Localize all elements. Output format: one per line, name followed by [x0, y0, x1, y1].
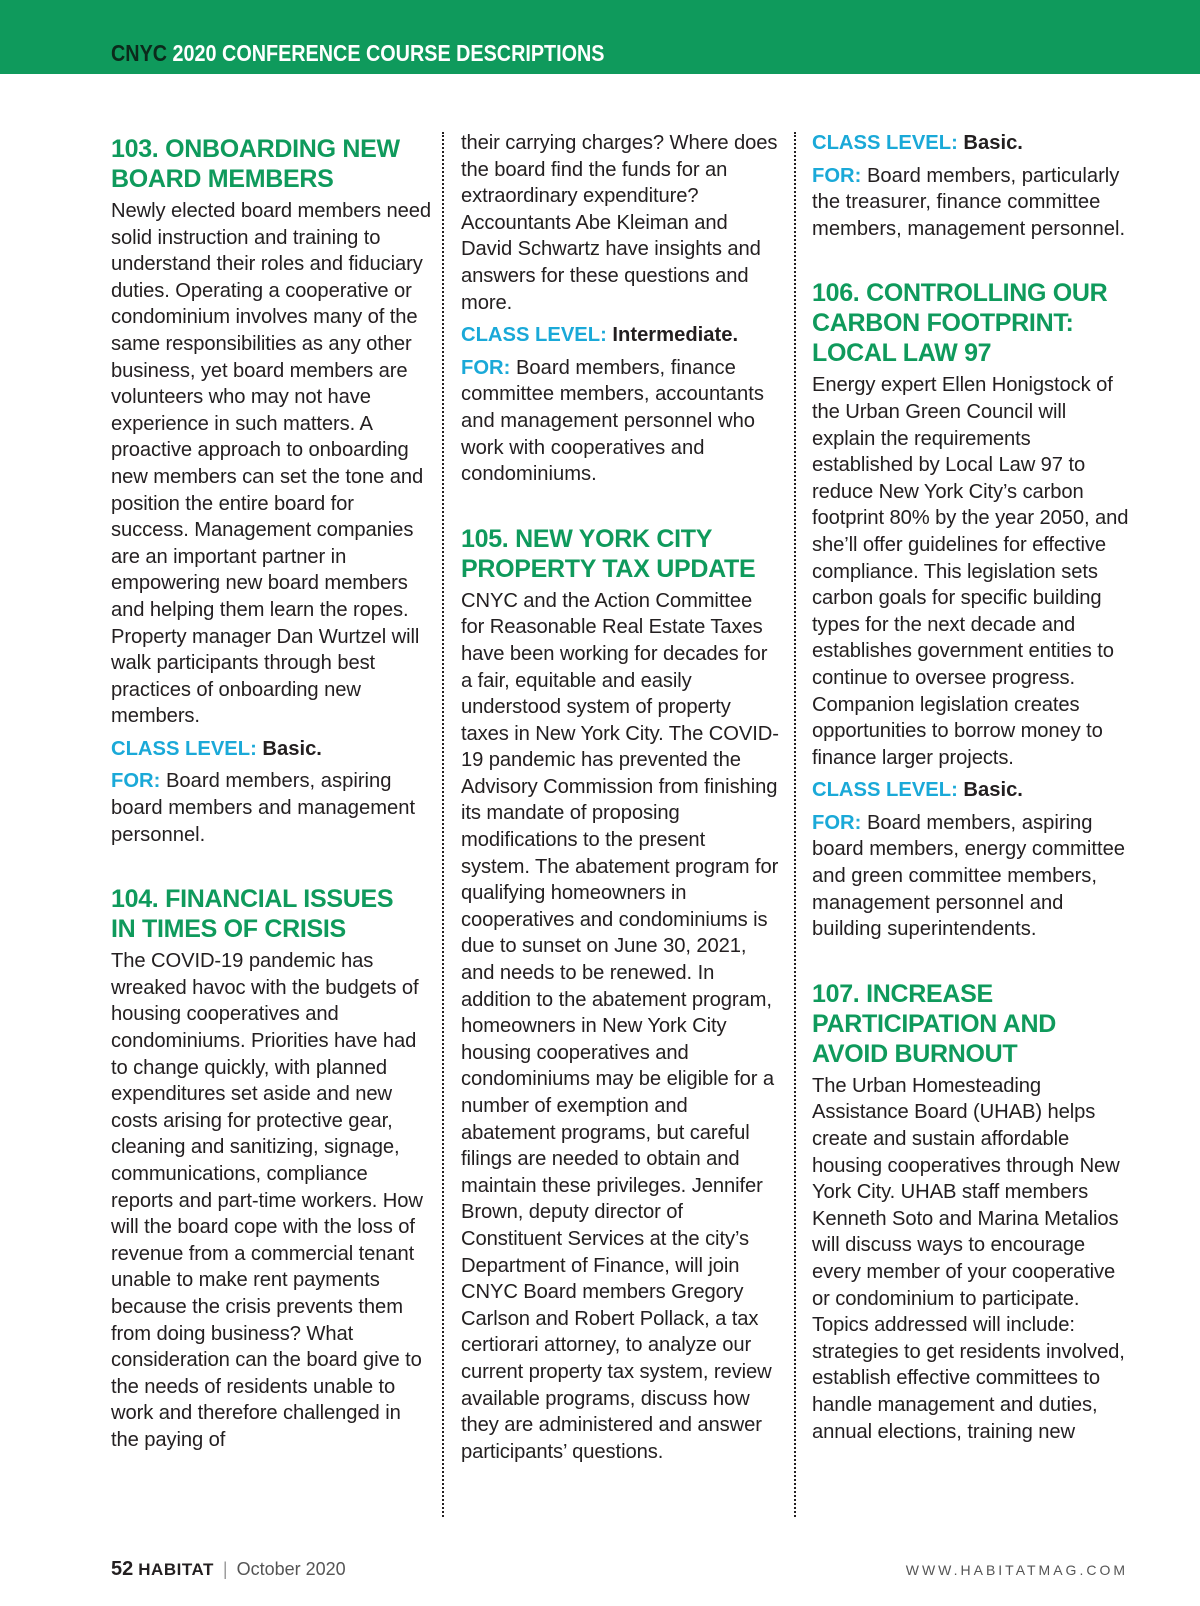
course-104-heading-line2: IN TIMES OF CRISIS — [111, 915, 346, 944]
course-107 — [812, 979, 1130, 1445]
header-banner — [0, 0, 1200, 74]
magazine-name: HABITAT — [138, 1560, 214, 1579]
for-value: Board members, aspiring board members, energy committee and green committee members, management personnel and building superintendents. — [812, 811, 1126, 941]
course-107-heading-line3: AVOID BURNOUT — [812, 1039, 1018, 1068]
for-label: FOR: — [111, 770, 161, 793]
class-level-label: CLASS LEVEL: — [111, 737, 257, 760]
footer-separator: | — [222, 1559, 228, 1579]
course-104 — [111, 884, 431, 1453]
course-104-class-level — [461, 322, 779, 349]
for-label: FOR: — [812, 811, 862, 834]
course-107-body: The Urban Homesteading Assistance Board (UHAB) helps create and sustain affordable housing cooperatives through New York City. UHAB staff members Kenneth Soto and Marina Metalios will discuss ways to encourage every member of your cooperative or condominium to participate. Topics addressed will include: strategies to get residents involved, establish effective committees to handle management and duties, annual elections, training new — [812, 1074, 1125, 1443]
for-value: Board members, aspiring board members and management personnel. — [111, 770, 416, 846]
course-104-continued — [461, 130, 779, 488]
for-label: FOR: — [461, 356, 511, 379]
course-103-heading-line2: BOARD MEMBERS — [111, 165, 334, 193]
course-103-heading-line1: 103. ONBOARDING NEW — [111, 135, 400, 163]
class-level-value: Basic. — [963, 779, 1023, 802]
website-url: WWW.HABITATMAG.COM — [905, 1562, 1128, 1578]
class-level-label: CLASS LEVEL: — [812, 779, 958, 802]
course-105-audience — [812, 163, 1130, 243]
for-label: FOR: — [812, 164, 862, 187]
for-value: Board members, particularly the treasurer, finance committee members, management personnel. — [812, 164, 1126, 240]
course-105-heading-line2: PROPERTY TAX UPDATE — [461, 554, 756, 583]
class-level-label: CLASS LEVEL: — [812, 132, 958, 154]
column-3 — [812, 130, 1130, 1445]
page-number: 52 — [111, 1558, 134, 1580]
column-1 — [111, 134, 431, 1454]
course-103-body: Newly elected board members need solid instruction and training to understand their roles and fiduciary duties. Operating a cooperative or condominium involves many of the same responsibilities as any other business, yet board members are volunteers who may not have experience in such matters. A proactive approach to onboarding new members can set the tone and position the entire board for success. Management companies are an important partner in empowering new board members and helping them learn the ropes. Property manager Dan Wurtzel will walk participants through best practices of onboarding new members. — [111, 200, 431, 728]
course-107-heading-line2: PARTICIPATION AND — [812, 1009, 1056, 1038]
section-title — [111, 40, 605, 67]
course-106-body: Energy expert Ellen Honigstock of the Urban Green Council will explain the requirements established by Local Law 97 to reduce New York City’s carbon footprint 80% by the year 2050, and she’ll offer guidelines for effective compliance. This legislation sets carbon goals for specific building types for the next decade and establishes government entities to continue to oversee progress. Companion legislation creates opportunities to borrow money to finance larger projects. — [812, 374, 1129, 769]
course-105 — [461, 524, 779, 1466]
course-104-audience — [461, 355, 779, 488]
course-103-class-level — [111, 736, 431, 763]
class-level-label: CLASS LEVEL: — [461, 324, 607, 347]
course-103-audience — [111, 768, 431, 848]
class-level-value: Basic. — [262, 737, 322, 760]
course-105-body: CNYC and the Action Committee for Reasonable Real Estate Taxes have been working for decades for a fair, equitable and easily understood system of property taxes in New York City. The COVID-19 pandemic has prevented the Advisory Commission from finishing its mandate of proposing modifications to the present system. The abatement program for qualifying homeowners in cooperatives and condominiums is due to sunset on June 30, 2021, and needs to be renewed. In addition to the abatement program, homeowners in New York City housing cooperatives and condominiums may be eligible for a number of exemption and abatement programs, but careful filings are needed to obtain and maintain these privileges. Jennifer Brown, deputy director of Constituent Services at the city’s Department of Finance, will join CNYC Board members Gregory Carlson and Robert Pollack, a tax certiorari attorney, to analyze our current property tax system, review available programs, discuss how they are administered and answer participants’ questions. — [461, 589, 779, 1463]
course-107-heading-line1: 107. INCREASE — [812, 979, 993, 1008]
course-105-heading — [461, 524, 779, 584]
issue-date: October 2020 — [236, 1559, 346, 1579]
course-106-audience — [812, 810, 1130, 943]
course-104-body-part1: The COVID-19 pandemic has wreaked havoc with the budgets of housing cooperatives and condominiums. Priorities have had to change quickly, with planned expenditures set aside and new costs arising for protective gear, cleaning and sanitizing, signage, communications, compliance reports and part-time workers. How will the board cope with the loss of revenue from a commercial tenant unable to make rent payments because the crisis prevents them from doing business? What consideration can the board give to the needs of residents unable to work and therefore challenged in the paying of — [111, 950, 423, 1451]
course-107-heading — [812, 979, 1130, 1069]
column-divider-1 — [442, 132, 444, 1517]
course-104-heading-line1: 104. FINANCIAL ISSUES — [111, 885, 394, 914]
course-105-continued — [812, 130, 1130, 242]
course-106 — [812, 278, 1130, 942]
course-106-class-level — [812, 777, 1130, 804]
course-106-heading-line3: LOCAL LAW 97 — [812, 339, 992, 368]
class-level-value: Intermediate. — [612, 324, 739, 347]
course-104-body-part2: their carrying charges? Where does the board find the funds for an extraordinary expenditure? Accountants Abe Kleiman and David Schwartz have insights and answers for these questions and more. — [461, 132, 778, 314]
course-106-heading-line2: CARBON FOOTPRINT: — [812, 309, 1074, 338]
course-103 — [111, 134, 431, 848]
page-footer — [111, 1558, 346, 1581]
column-2 — [461, 130, 779, 1465]
course-105-class-level — [812, 130, 1130, 157]
class-level-value: Basic. — [963, 132, 1023, 154]
for-value: Board members, finance committee members, accountants and management personnel who work with cooperatives and condominiums. — [461, 356, 764, 486]
course-106-heading — [812, 278, 1130, 368]
column-divider-2 — [794, 132, 796, 1517]
course-106-heading-line1: 106. CONTROLLING OUR — [812, 279, 1108, 308]
section-title-text: 2020 CONFERENCE COURSE DESCRIPTIONS — [172, 40, 605, 66]
course-104-heading — [111, 884, 431, 944]
course-105-heading-line1: 105. NEW YORK CITY — [461, 524, 713, 553]
section-brand: CNYC — [111, 40, 168, 66]
course-103-heading — [111, 134, 431, 194]
